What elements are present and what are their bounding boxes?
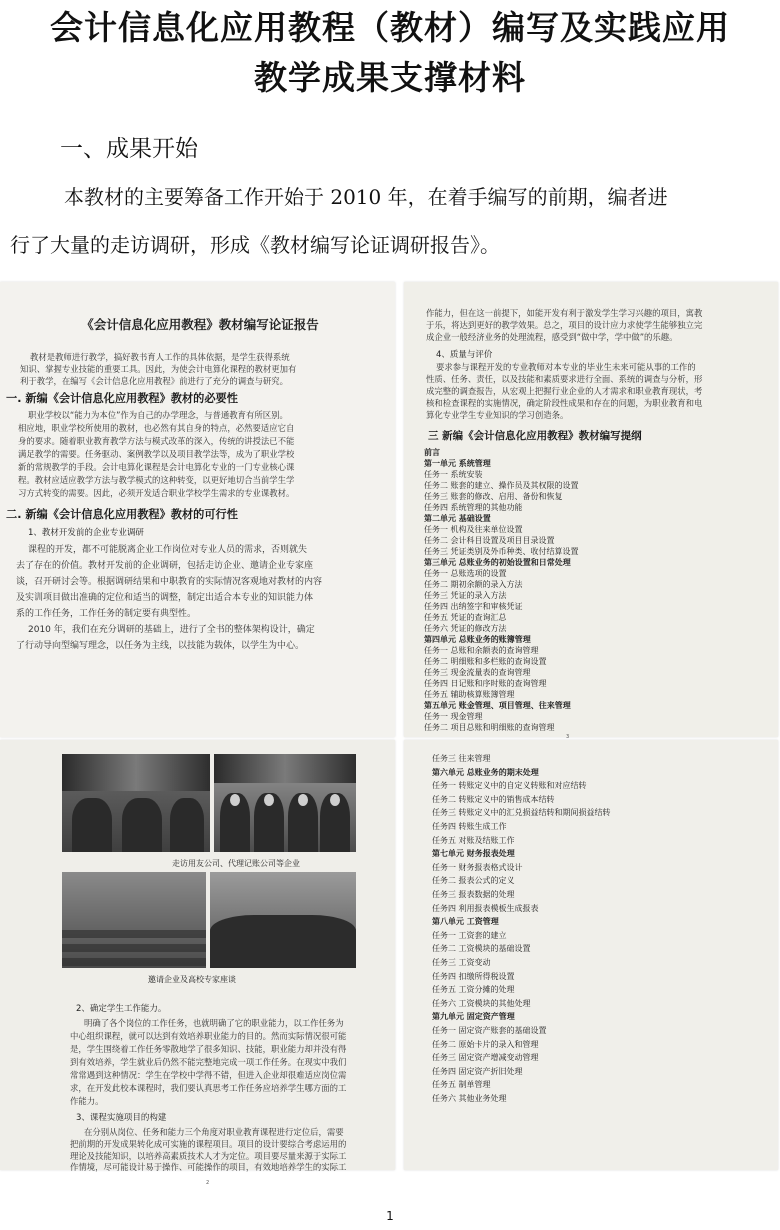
outline-task: 任务四 系统管理的其他功能 bbox=[424, 503, 523, 512]
outline-task: 任务四 固定资产折旧处理 bbox=[432, 1066, 523, 1076]
outline-unit: 第九单元 固定资产管理 bbox=[432, 1012, 515, 1022]
report-line: 新的常规教学的手段。会计电算化课程是会计电算化专业的一门专业核心课 bbox=[18, 462, 295, 472]
report-line: 把前期的开发成果转化成可实施的课程项目。项目的设计要综合考虑运用的 bbox=[70, 1139, 347, 1149]
outline-unit: 第四单元 总账业务的账簿管理 bbox=[424, 635, 531, 644]
outline-task: 任务一 转账定义中的自定义转账和对应结转 bbox=[432, 781, 587, 791]
report-line: 作能力。 bbox=[70, 1096, 104, 1106]
outline-unit: 第三单元 总账业务的初始设置和日常处理 bbox=[424, 558, 571, 567]
report-line: 中心组织课程，就可以达到有效培养职业能力的目的。然而实际情况很可能 bbox=[70, 1031, 347, 1041]
outline-task: 任务三 凭证的录入方法 bbox=[424, 591, 507, 600]
report-section-heading: 二. 新编《会计信息化应用教程》教材的可行性 bbox=[6, 508, 238, 521]
outline-unit: 第六单元 总账业务的期末处理 bbox=[432, 767, 539, 777]
outline-task: 任务三 报表数据的处理 bbox=[432, 890, 515, 899]
outline-task: 任务一 现金管理 bbox=[424, 712, 483, 721]
outline-task: 任务四 转账生成工作 bbox=[432, 822, 507, 831]
report-line: 习方式转变的需要。因此，必须开发适合职业学校学生需求的专业课教材。 bbox=[18, 488, 295, 498]
report-line: 求，在开发此校本课程时，我们要认真思考工作任务应培养学生哪方面的工 bbox=[70, 1083, 347, 1093]
outline-task: 任务六 其他业务处理 bbox=[432, 1094, 507, 1103]
report-line: 及实训项目做出准确的定位和适当的调整，制定出适合本专业的知识能力体 bbox=[16, 593, 314, 603]
report-line: 到有效培养，学生就业后仍然不能完整地完成一项工作任务。在现实中我们 bbox=[70, 1057, 347, 1067]
outline-unit: 第一单元 系统管理 bbox=[424, 459, 491, 468]
report-line: 谈，召开研讨会等。根据调研结果和中职教育的实际情况客观地对教材的内容 bbox=[16, 577, 323, 587]
report-line: 2010 年，我们在充分调研的基础上，进行了全书的整体架构设计，确定 bbox=[28, 625, 315, 635]
report-line: 课程的开发，都不可能脱离企业工作岗位对专业人员的需求，否则就失 bbox=[28, 545, 308, 555]
scanned-page-report bbox=[0, 282, 395, 737]
body-paragraph-line1: 本教材的主要筹备工作开始于 2010 年，在着手编写的前期，编者进 bbox=[64, 185, 668, 209]
report-line: 利于教学，在编写《会计信息化应用教程》前进行了充分的调查与研究。 bbox=[20, 376, 288, 386]
outline-task: 任务二 会计科目设置及项目目录设置 bbox=[424, 536, 555, 545]
report-line: 明确了各个岗位的工作任务，也就明确了它的职业能力，以工作任务为 bbox=[84, 1018, 344, 1028]
outline-task: 任务五 对账及结账工作 bbox=[432, 835, 515, 845]
report-subheading: 1、教材开发前的企业专业调研 bbox=[28, 528, 144, 538]
outline-task: 任务六 工资模块的其他处理 bbox=[432, 998, 531, 1008]
outline-task: 任务三 固定资产增减变动管理 bbox=[432, 1053, 539, 1063]
photo-caption: 走访用友公司、代理记账公司等企业 bbox=[172, 859, 300, 868]
outline-task: 任务三 转账定义中的汇兑损益结转和期间损益结转 bbox=[432, 808, 611, 818]
report-line: 常常遇到这种情况：学生在学校中学得不错，但进入企业却很难适应岗位需 bbox=[70, 1070, 347, 1080]
scanned-page-photos bbox=[0, 740, 395, 1186]
outline-task: 任务五 凭证的查询汇总 bbox=[424, 613, 507, 622]
report-line: 教材是教师进行教学，搞好教书育人工作的具体依据，是学生获得系统 bbox=[30, 352, 290, 362]
report-line: 程。教材应适应教学方法与教学模式的这种转变，以更好地切合当前学生学 bbox=[18, 475, 295, 485]
outline-task: 任务一 总账选项的设置 bbox=[424, 569, 507, 578]
outline-unit: 第七单元 财务报表处理 bbox=[432, 849, 515, 859]
outline-task: 任务三 账套的修改、启用、备份和恢复 bbox=[424, 492, 563, 501]
report-line: 系的工作任务，工作任务的制定要有典型性。 bbox=[16, 609, 197, 619]
outline-task: 任务四 出纳签字和审核凭证 bbox=[424, 602, 523, 611]
visit-photo-1 bbox=[62, 754, 210, 852]
report-line: 身的要求。随着职业教育教学方法与模式改革的深入，传统的讲授法已不能 bbox=[18, 436, 295, 446]
report-line: 是，学生围绕着工作任务零散地学了很多知识、技能，职业能力却并没有得 bbox=[70, 1044, 347, 1054]
outline-task: 任务二 转账定义中的销售成本结转 bbox=[432, 794, 555, 804]
scanned-page-outline bbox=[404, 282, 778, 740]
outline-task: 任务一 机构及往来单位设置 bbox=[424, 525, 523, 534]
report-line: 要求参与课程开发的专业教师对本专业的毕业生未来可能从事的工作的 bbox=[436, 362, 696, 372]
outline-task: 任务三 工资变动 bbox=[432, 958, 491, 967]
report-line: 职业学校以“能力为本位”作为自己的办学理念，与普通教育有所区别。 bbox=[28, 410, 288, 420]
outline-task: 任务五 辅助核算账簿管理 bbox=[424, 690, 515, 699]
page-number-mark: 3 bbox=[566, 734, 570, 740]
outline-task: 任务五 制单管理 bbox=[432, 1080, 491, 1090]
meeting-photo-2 bbox=[210, 872, 356, 968]
outline-task: 任务一 财务报表格式设计 bbox=[432, 862, 523, 872]
report-line: 成完整的调查报告，从宏观上把握行业企业的人才需求和职业教育现状，考 bbox=[426, 386, 703, 396]
report-line: 算化专业学生专业知识的学习创造条。 bbox=[426, 410, 569, 420]
page-number-mark: 2 bbox=[206, 1180, 210, 1186]
report-title: 《会计信息化应用教程》教材编写论证报告 bbox=[81, 317, 319, 332]
visit-photo-2 bbox=[214, 754, 356, 852]
outline-task: 任务三 现金流量表的查询管理 bbox=[424, 668, 531, 677]
section-heading: 一、成果开始 bbox=[60, 136, 198, 162]
report-line: 成企业一般经济业务的处理流程，感受到“做中学，学中做”的乐趣。 bbox=[426, 332, 678, 342]
scanned-page-outline-continued bbox=[404, 740, 778, 1170]
report-subheading: 2、确定学生工作能力。 bbox=[76, 1004, 167, 1014]
report-line: 性质、任务、责任，以及技能和素质要求进行全面、系统的调查与分析，形 bbox=[426, 374, 703, 384]
outline-unit: 第八单元 工资管理 bbox=[432, 917, 499, 927]
report-line: 于乐，将达到更好的教学效果。总之，项目的设计应力求使学生能够独立完 bbox=[426, 320, 703, 330]
report-line: 相应地，职业学校所使用的教材，也必然有其自身的特点，必然要适应它自 bbox=[18, 423, 295, 433]
photo-caption: 邀请企业及高校专家座谈 bbox=[148, 975, 236, 984]
outline-task: 任务四 扣缴所得税设置 bbox=[432, 971, 515, 981]
outline-task: 任务二 项目总账和明细账的查询管理 bbox=[424, 723, 555, 732]
outline-task: 任务二 明细账和多栏账的查询设置 bbox=[424, 657, 547, 666]
report-line: 作能力，但在这一前提下，如能开发有利于激发学生学习兴趣的项目，寓教 bbox=[426, 308, 703, 318]
page-number: 1 bbox=[386, 1209, 394, 1223]
doc-title-line2: 教学成果支撑材料 bbox=[254, 58, 526, 97]
outline-task: 任务五 工资分摊的处理 bbox=[432, 985, 515, 995]
body-paragraph-line2: 行了大量的走访调研，形成《教材编写论证调研报告》。 bbox=[10, 233, 500, 257]
outline-task: 任务二 报表公式的定义 bbox=[432, 876, 515, 886]
outline-task: 任务四 利用报表模板生成报表 bbox=[432, 903, 539, 913]
outline-task: 任务四 日记账和序时账的查询管理 bbox=[424, 679, 547, 688]
outline-task: 任务六 凭证的修改方法 bbox=[424, 624, 507, 633]
report-subheading: 4、质量与评价 bbox=[436, 350, 493, 360]
outline-unit: 第五单元 账金管理、项目管理、往来管理 bbox=[424, 701, 571, 710]
report-subheading: 3、课程实施项目的构建 bbox=[76, 1113, 167, 1123]
report-section-heading: 一. 新编《会计信息化应用教程》教材的必要性 bbox=[6, 392, 238, 405]
outline-unit: 前言 bbox=[424, 448, 440, 457]
outline-task: 任务一 工资套的建立 bbox=[432, 930, 507, 940]
outline-task: 任务一 总账和余额表的查询管理 bbox=[424, 646, 539, 655]
outline-task: 任务二 期初余额的录入方法 bbox=[424, 580, 523, 589]
meeting-photo-1 bbox=[62, 872, 206, 968]
outline-unit: 第二单元 基础设置 bbox=[424, 514, 491, 523]
report-line: 作情境，尽可能设计易于操作、可能操作的项目，有效地培养学生的实际工 bbox=[70, 1162, 347, 1172]
outline-task: 任务一 固定资产账套的基础设置 bbox=[432, 1026, 547, 1035]
outline-task: 任务二 工资模块的基础设置 bbox=[432, 944, 531, 954]
report-line: 知识、掌握专业技能的重要工具。因此，为使会计电算化课程的教材更加有 bbox=[20, 364, 297, 374]
outline-task: 任务一 系统安装 bbox=[424, 470, 483, 479]
doc-title-line1: 会计信息化应用教程（教材）编写及实践应用 bbox=[50, 8, 730, 47]
report-line: 了行动导向型编写理念，以任务为主线，以技能为载体，以学生为中心。 bbox=[16, 641, 305, 651]
outline-task: 任务二 原始卡片的录入和管理 bbox=[432, 1039, 539, 1049]
report-section-heading: 三 新编《会计信息化应用教程》教材编写提纲 bbox=[428, 430, 642, 442]
report-line: 去了存在的价值。教材开发前的企业调研，包括走访企业、邀请企业专家座 bbox=[16, 561, 314, 571]
outline-task: 任务三 凭证类别及外币种类、收付结算设置 bbox=[424, 547, 579, 556]
report-line: 核和检查课程的实施情况，确定阶段性成果和存在的问题，为职业教育和电 bbox=[426, 398, 703, 408]
report-line: 理论及技能知识，以培养高素质技术人才为定位。项目要尽量来源于实际工 bbox=[70, 1151, 347, 1161]
outline-task: 任务二 账套的建立、操作员及其权限的设置 bbox=[424, 481, 579, 490]
outline-task: 任务三 往来管理 bbox=[432, 754, 491, 763]
report-line: 在分别从岗位、任务和能力三个角度对职业教育课程进行定位后，需要 bbox=[84, 1127, 344, 1137]
report-line: 满足教学的需要。任务驱动、案例教学以及项目教学法等，成为了职业学校 bbox=[18, 449, 295, 459]
